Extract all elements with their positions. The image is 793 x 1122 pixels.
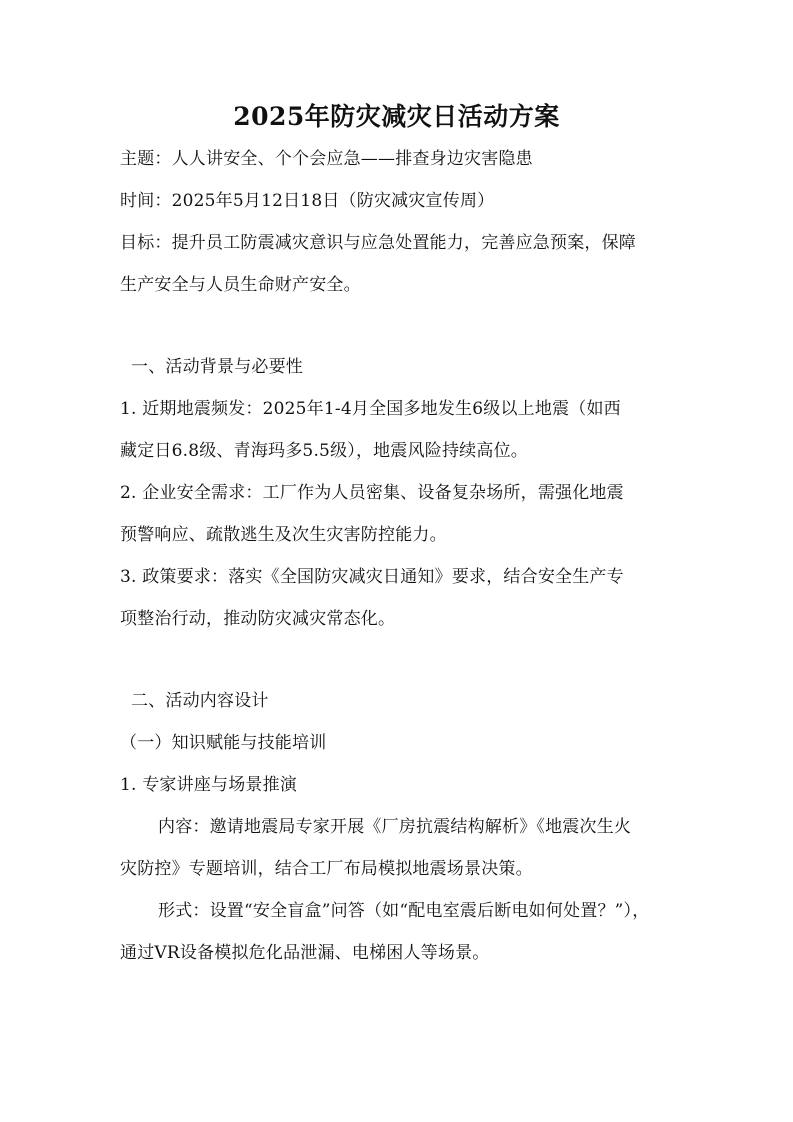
section1-item1-line1: 1. 近期地震频发：2025年1-4月全国多地发生6级以上地震（如西 [120,399,621,419]
section1-item3-line1: 3. 政策要求：落实《全国防灾减灾日通知》要求，结合安全生产专 [120,567,624,587]
document-title: 2025年防灾减灾日活动方案 [233,102,560,131]
goal-line-1: 目标：提升员工防震减灾意识与应急处置能力，完善应急预案，保障 [120,233,636,253]
section1-item2-line1: 2. 企业安全需求：工厂作为人员密集、设备复杂场所，需强化地震 [120,483,624,503]
section2-content-line1: 内容：邀请地震局专家开展《厂房抗震结构解析》《地震次生火 [158,817,632,837]
time-line: 时间：2025年5月12日18日（防灾减灾宣传周） [120,191,495,211]
section2-heading: 二、活动内容设计 [131,691,269,711]
section2-sub1: （一）知识赋能与技能培训 [120,733,327,753]
section1-item3-line2: 项整治行动，推动防灾减灾常态化。 [120,609,396,629]
section2-form-line2: 通过VR设备模拟危化品泄漏、电梯困人等场景。 [120,943,490,963]
section1-heading: 一、活动背景与必要性 [131,357,303,377]
section2-content-line2: 灾防控》专题培训，结合工厂布局模拟地震场景决策。 [120,859,533,879]
theme-line: 主题：人人讲安全、个个会应急——排查身边灾害隐患 [120,149,533,169]
goal-line-2: 生产安全与人员生命财产安全。 [120,275,361,295]
section1-item1-line2: 藏定日6.8级、青海玛多5.5级），地震风险持续高位。 [120,441,528,461]
section1-item2-line2: 预警响应、疏散逃生及次生灾害防控能力。 [120,525,447,545]
section2-item1: 1. 专家讲座与场景推演 [120,775,298,795]
section2-form-line1: 形式：设置“安全盲盒”问答（如“配电室震后断电如何处置？”）， [158,901,650,921]
